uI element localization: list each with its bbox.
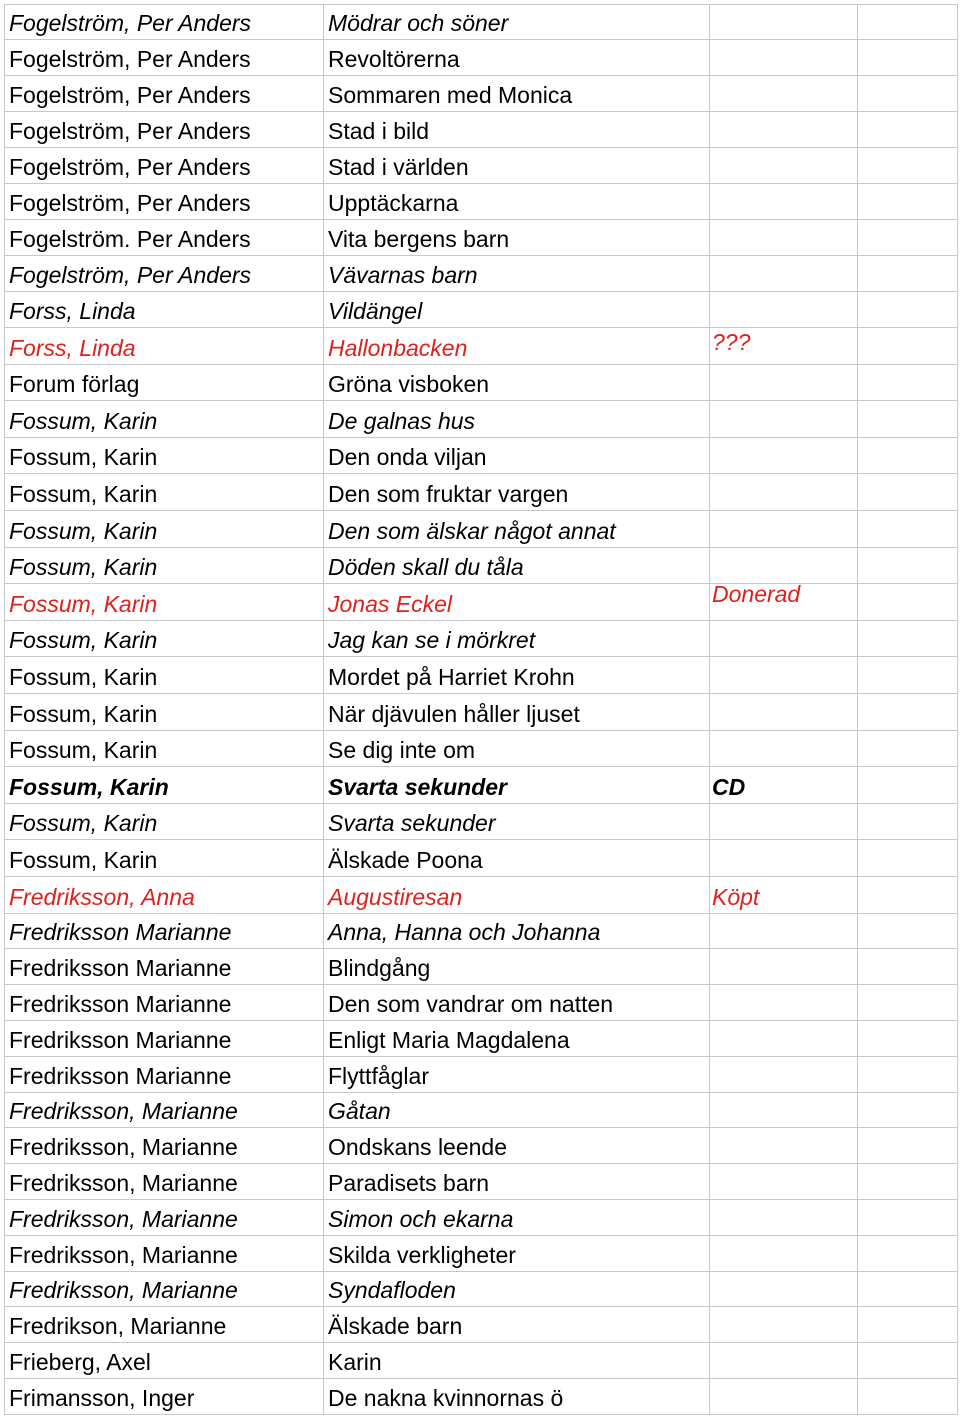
author-text: Frimansson, Inger: [9, 1384, 195, 1411]
note-cell: [710, 148, 858, 183]
author-cell: [4, 4, 324, 39]
note-text: Köpt: [712, 883, 760, 910]
author-text: Fossum, Karin: [9, 700, 158, 727]
note-cell: [710, 256, 858, 291]
title-text: Flyttfåglar: [328, 1062, 429, 1089]
extra-cell: [858, 914, 958, 949]
title-text: Svarta sekunder: [328, 810, 496, 837]
title-text: Döden skall du tåla: [328, 554, 524, 581]
author-text: Fossum, Karin: [9, 590, 158, 617]
author-text: Fredriksson Marianne: [9, 955, 232, 982]
note-cell: [710, 328, 858, 364]
extra-cell: [858, 1057, 958, 1092]
author-cell: [4, 694, 324, 730]
table-row: [4, 401, 958, 438]
author-cell: [4, 220, 324, 255]
note-cell: [710, 1307, 858, 1342]
title-cell: [324, 731, 710, 767]
title-cell: [324, 4, 710, 39]
extra-cell: [858, 1164, 958, 1199]
author-text: Fredriksson, Marianne: [9, 1098, 238, 1125]
note-cell: [710, 1200, 858, 1235]
author-text: Fogelström, Per Anders: [9, 190, 251, 216]
author-text: Fogelström, Per Anders: [9, 46, 251, 72]
extra-cell: [858, 220, 958, 255]
note-cell: [710, 657, 858, 693]
title-cell: [324, 1236, 710, 1271]
author-text: Fogelström, Per Anders: [9, 82, 251, 108]
extra-cell: [858, 1379, 958, 1414]
author-cell: [4, 474, 324, 510]
author-text: Fossum, Karin: [9, 517, 158, 544]
note-cell: [710, 621, 858, 657]
table-row: [4, 112, 958, 148]
table-row: [4, 1307, 958, 1343]
author-text: Fossum, Karin: [9, 444, 158, 471]
author-cell: [4, 401, 324, 437]
extra-cell: [858, 365, 958, 401]
title-cell: [324, 657, 710, 693]
extra-cell: [858, 584, 958, 620]
note-cell: [710, 184, 858, 219]
title-text: Hallonbacken: [328, 334, 468, 361]
extra-cell: [858, 657, 958, 693]
extra-cell: [858, 1343, 958, 1378]
title-text: Anna, Hanna och Johanna: [328, 919, 601, 946]
author-text: Frieberg, Axel: [9, 1348, 151, 1375]
author-text: Fredriksson, Marianne: [9, 1241, 238, 1268]
title-text: De nakna kvinnornas ö: [328, 1384, 564, 1411]
note-cell: [710, 1343, 858, 1378]
author-cell: [4, 148, 324, 183]
author-cell: [4, 292, 324, 327]
author-text: Fogelström, Per Anders: [9, 118, 251, 144]
extra-cell: [858, 949, 958, 984]
author-text: Fredriksson Marianne: [9, 1026, 232, 1053]
title-text: Enligt Maria Magdalena: [328, 1026, 570, 1053]
title-cell: [324, 1379, 710, 1414]
extra-cell: [858, 1128, 958, 1163]
title-cell: [324, 148, 710, 183]
author-text: Fredrikson, Marianne: [9, 1313, 227, 1340]
extra-cell: [858, 474, 958, 510]
extra-cell: [858, 1093, 958, 1128]
title-cell: [324, 584, 710, 620]
title-cell: [324, 256, 710, 291]
title-cell: [324, 1128, 710, 1163]
table-row: [4, 1021, 958, 1057]
title-cell: [324, 438, 710, 474]
author-text: Fossum, Karin: [9, 627, 158, 654]
extra-cell: [858, 1200, 958, 1235]
title-text: Jonas Eckel: [328, 590, 453, 617]
title-cell: [324, 40, 710, 75]
note-cell: [710, 1379, 858, 1414]
note-cell: [710, 580, 858, 620]
extra-cell: [858, 256, 958, 291]
title-cell: [324, 184, 710, 219]
author-text: Fossum, Karin: [9, 773, 169, 800]
extra-cell: [858, 328, 958, 364]
title-cell: [324, 328, 710, 364]
table-row: [4, 1379, 958, 1415]
table-row: [4, 877, 958, 914]
title-cell: [324, 76, 710, 111]
author-cell: [4, 804, 324, 840]
author-cell: [4, 657, 324, 693]
extra-cell: [858, 767, 958, 803]
extra-cell: [858, 184, 958, 219]
author-cell: [4, 1021, 324, 1056]
author-cell: [4, 840, 324, 876]
title-text: Upptäckarna: [328, 190, 459, 216]
table-row: [4, 580, 958, 621]
title-cell: [324, 1057, 710, 1092]
note-cell: [710, 877, 858, 913]
note-cell: [710, 1021, 858, 1056]
note-cell: [710, 1236, 858, 1271]
author-text: Fredriksson Marianne: [9, 919, 232, 946]
table-row: [4, 40, 958, 76]
author-cell: [4, 1093, 324, 1128]
title-text: Den onda viljan: [328, 444, 487, 471]
title-cell: [324, 621, 710, 657]
author-text: Fredriksson, Marianne: [9, 1134, 238, 1161]
author-text: Forum förlag: [9, 371, 140, 398]
title-text: Stad i världen: [328, 154, 469, 180]
extra-cell: [858, 731, 958, 767]
extra-cell: [858, 511, 958, 547]
title-text: Sommaren med Monica: [328, 82, 573, 108]
title-text: Mödrar och söner: [328, 10, 509, 36]
author-text: Forss, Linda: [9, 334, 136, 361]
author-cell: [4, 438, 324, 474]
author-text: Fredriksson, Anna: [9, 883, 195, 910]
author-text: Fossum, Karin: [9, 810, 158, 837]
author-text: Fossum, Karin: [9, 480, 158, 507]
author-cell: [4, 184, 324, 219]
note-cell: [710, 76, 858, 111]
note-cell: [710, 438, 858, 474]
note-cell: [710, 1057, 858, 1092]
author-text: Fossum, Karin: [9, 737, 158, 764]
book-list-sheet: [4, 4, 958, 1414]
title-cell: [324, 220, 710, 255]
extra-cell: [858, 1272, 958, 1307]
title-text: Simon och ekarna: [328, 1205, 514, 1232]
table-row: [4, 1093, 958, 1129]
author-cell: [4, 76, 324, 111]
table-row: [4, 365, 958, 402]
author-cell: [4, 621, 324, 657]
author-cell: [4, 985, 324, 1020]
author-cell: [4, 1343, 324, 1378]
author-cell: [4, 1164, 324, 1199]
author-cell: [4, 1057, 324, 1092]
title-text: Vävarnas barn: [328, 262, 478, 288]
author-text: Fogelström. Per Anders: [9, 226, 251, 252]
author-cell: [4, 731, 324, 767]
note-cell: [710, 731, 858, 767]
title-text: Paradisets barn: [328, 1169, 490, 1196]
author-cell: [4, 584, 324, 620]
table-row: [4, 694, 958, 731]
author-cell: [4, 365, 324, 401]
extra-cell: [858, 548, 958, 584]
extra-cell: [858, 877, 958, 913]
note-cell: [710, 474, 858, 510]
extra-cell: [858, 985, 958, 1020]
title-text: Karin: [328, 1348, 382, 1375]
note-text: Donerad: [712, 580, 801, 607]
author-cell: [4, 767, 324, 803]
author-cell: [4, 949, 324, 984]
extra-cell: [858, 621, 958, 657]
table-row: [4, 914, 958, 950]
author-text: Fogelström, Per Anders: [9, 10, 252, 36]
title-cell: [324, 401, 710, 437]
title-text: Den som älskar något annat: [328, 517, 616, 544]
note-cell: [710, 548, 858, 584]
title-cell: [324, 1200, 710, 1235]
author-text: Fogelström, Per Anders: [9, 262, 252, 288]
table-row: [4, 220, 958, 256]
author-text: Fossum, Karin: [9, 554, 158, 581]
extra-cell: [858, 1307, 958, 1342]
author-cell: [4, 328, 324, 364]
title-text: Älskade barn: [328, 1313, 463, 1340]
table-row: [4, 1236, 958, 1272]
author-cell: [4, 1200, 324, 1235]
author-cell: [4, 40, 324, 75]
author-cell: [4, 1307, 324, 1342]
author-cell: [4, 1236, 324, 1271]
author-text: Fredriksson, Marianne: [9, 1205, 238, 1232]
extra-cell: [858, 438, 958, 474]
title-cell: [324, 949, 710, 984]
note-cell: [710, 804, 858, 840]
extra-cell: [858, 112, 958, 147]
title-text: När djävulen håller ljuset: [328, 700, 580, 727]
author-cell: [4, 1272, 324, 1307]
title-text: Älskade Poona: [328, 846, 483, 873]
note-cell: [710, 511, 858, 547]
title-cell: [324, 804, 710, 840]
note-cell: [710, 1272, 858, 1307]
title-text: Ondskans leende: [328, 1134, 508, 1161]
extra-cell: [858, 148, 958, 183]
table-row: [4, 256, 958, 292]
title-text: Jag kan se i mörkret: [328, 627, 536, 654]
title-cell: [324, 365, 710, 401]
table-row: [4, 1272, 958, 1308]
note-cell: [710, 401, 858, 437]
title-cell: [324, 112, 710, 147]
title-text: Gåtan: [328, 1098, 391, 1125]
author-cell: [4, 1379, 324, 1414]
table-row: [4, 438, 958, 475]
author-text: Fossum, Karin: [9, 846, 158, 873]
author-cell: [4, 511, 324, 547]
title-text: Augustiresan: [328, 883, 463, 910]
table-row: [4, 4, 958, 40]
note-cell: [710, 767, 858, 803]
note-text: CD: [712, 773, 746, 800]
title-cell: [324, 694, 710, 730]
table-row: [4, 731, 958, 768]
note-text: ???: [712, 328, 751, 355]
table-row: [4, 148, 958, 184]
note-cell: [710, 949, 858, 984]
title-text: De galnas hus: [328, 407, 476, 434]
note-cell: [710, 1093, 858, 1128]
title-cell: [324, 292, 710, 327]
table-row: [4, 1128, 958, 1164]
author-text: Fossum, Karin: [9, 663, 158, 690]
table-row: [4, 985, 958, 1021]
extra-cell: [858, 1236, 958, 1271]
title-text: Den som fruktar vargen: [328, 480, 569, 507]
table-row: [4, 292, 958, 328]
table-row: [4, 840, 958, 877]
author-text: Forss, Linda: [9, 298, 136, 324]
table-row: [4, 328, 958, 365]
table-row: [4, 184, 958, 220]
title-cell: [324, 1164, 710, 1199]
table-row: [4, 1164, 958, 1200]
title-cell: [324, 840, 710, 876]
author-cell: [4, 548, 324, 584]
note-cell: [710, 112, 858, 147]
extra-cell: [858, 804, 958, 840]
extra-cell: [858, 292, 958, 327]
title-cell: [324, 914, 710, 949]
title-cell: [324, 1307, 710, 1342]
author-text: Fredriksson, Marianne: [9, 1277, 238, 1304]
note-cell: [710, 1128, 858, 1163]
table-row: [4, 511, 958, 548]
title-cell: [324, 474, 710, 510]
title-text: Gröna visboken: [328, 371, 490, 398]
note-cell: [710, 4, 858, 39]
table-row: [4, 657, 958, 694]
author-text: Fossum, Karin: [9, 407, 158, 434]
author-cell: [4, 914, 324, 949]
author-cell: [4, 1128, 324, 1163]
title-cell: [324, 767, 710, 803]
title-text: Blindgång: [328, 955, 431, 982]
title-text: Skilda verkligheter: [328, 1241, 516, 1268]
title-cell: [324, 985, 710, 1020]
extra-cell: [858, 76, 958, 111]
note-cell: [710, 914, 858, 949]
author-cell: [4, 112, 324, 147]
author-text: Fredriksson Marianne: [9, 1062, 232, 1089]
table-row: [4, 1200, 958, 1236]
extra-cell: [858, 1021, 958, 1056]
extra-cell: [858, 4, 958, 39]
note-cell: [710, 292, 858, 327]
note-cell: [710, 365, 858, 401]
title-text: Se dig inte om: [328, 737, 476, 764]
extra-cell: [858, 40, 958, 75]
extra-cell: [858, 840, 958, 876]
table-row: [4, 548, 958, 585]
extra-cell: [858, 694, 958, 730]
title-cell: [324, 1272, 710, 1307]
title-cell: [324, 548, 710, 584]
table-row: [4, 949, 958, 985]
table-row: [4, 767, 958, 804]
author-text: Fredriksson Marianne: [9, 990, 232, 1017]
note-cell: [710, 840, 858, 876]
title-cell: [324, 511, 710, 547]
extra-cell: [858, 401, 958, 437]
author-cell: [4, 256, 324, 291]
title-text: Syndafloden: [328, 1277, 456, 1304]
author-text: Fredriksson, Marianne: [9, 1169, 238, 1196]
table-row: [4, 1057, 958, 1093]
table-row: [4, 1343, 958, 1379]
table-row: [4, 474, 958, 511]
table-row: [4, 76, 958, 112]
note-cell: [710, 220, 858, 255]
author-text: Fogelström, Per Anders: [9, 154, 251, 180]
title-text: Vildängel: [328, 298, 423, 324]
title-text: Vita bergens barn: [328, 226, 510, 252]
title-text: Stad i bild: [328, 118, 430, 144]
table-row: [4, 621, 958, 658]
author-cell: [4, 877, 324, 913]
title-text: Den som vandrar om natten: [328, 990, 614, 1017]
title-cell: [324, 1021, 710, 1056]
note-cell: [710, 40, 858, 75]
note-cell: [710, 985, 858, 1020]
table-row: [4, 804, 958, 841]
title-cell: [324, 877, 710, 913]
title-cell: [324, 1093, 710, 1128]
title-text: Revoltörerna: [328, 46, 460, 72]
note-cell: [710, 1164, 858, 1199]
title-cell: [324, 1343, 710, 1378]
title-text: Mordet på Harriet Krohn: [328, 663, 575, 690]
note-cell: [710, 694, 858, 730]
title-text: Svarta sekunder: [328, 773, 507, 800]
